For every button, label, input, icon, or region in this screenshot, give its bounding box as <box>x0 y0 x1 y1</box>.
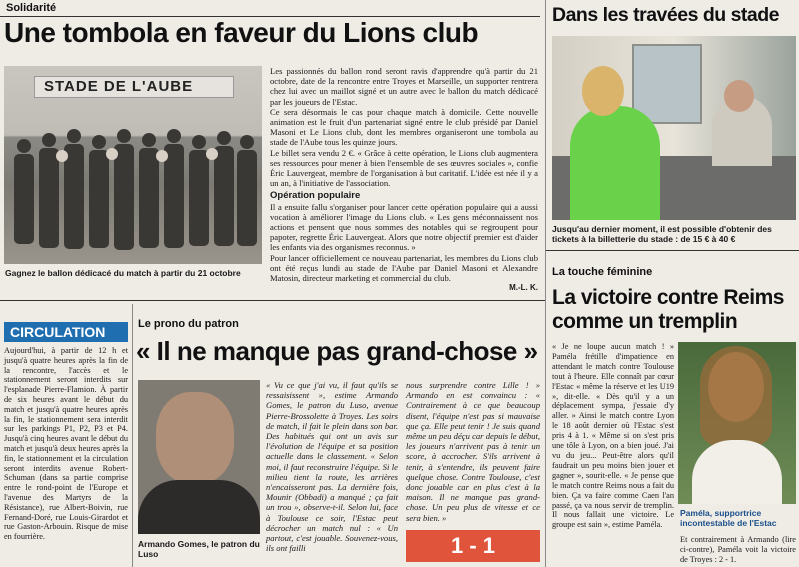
column-divider <box>545 0 546 567</box>
stadium-sign: STADE DE L'AUBE <box>44 78 194 95</box>
circulation-body: Aujourd'hui, à partir de 12 h et jusqu'à quatre heures après la fin de la rencontre, l'accès et le stationnement seront interdits sur l'esplanade Pierre-Flamion. À partir de six heures avant le début du match et jusqu'à quatre heures après la fin, le stationnement sera interdit sur les parkings P1, P2, P3 et P4. Jusqu'à cinq heures avant le début du match et jusqu'à deux heures après la fin, le stationnement et la circulation seront interdits avenue Robert-Schuman (dans sa partie comprise entre le rond-point de l'Europe et l'avenue des Martyrs de la Résistance), rue Albert-Boivin, rue Fernand-Doré, rue Louis-Girardot et rue Gaston-Arbouin. Risque de mise en fourrière. <box>4 346 128 542</box>
paragraph: Ce sera désormais le cas pour chaque match à domicile. Cette nouvelle animation est le fruit d'un partenariat signé entre le club présidé par Daniel Masoni et Le Lions club, dont les membres organiseront une tombola au stade de l'Aube tous les quinze jours. <box>270 106 538 148</box>
paragraph: Il a ensuite fallu s'organiser pour lancer cette opération populaire qui a aussi vocation à améliorer l'image du Lions club. « Les gens méconnaissent nos actions et pensent que nous sommes des notables qui se regroupent pour papoter, regrette Éric Lauvergeat. Alors que notre objectif premier est d'aider les enfants via des organismes reconnus. » <box>270 201 538 253</box>
headline-travees: Dans les travées du stade <box>552 4 780 26</box>
headline-reims: La victoire contre Reims comme un tremplin <box>552 286 784 333</box>
paragraph: Les passionnés du ballon rond seront ravis d'apprendre qu'à partir du 21 octobre, date de la rencontre entre Troyes et Marseille, un supporter rentrera chez lui avec un maillot signé et un autre avec le ballon du match dédicacé par les joueurs de l'Estac. <box>270 66 538 107</box>
prono-column-1: « Vu ce que j'ai vu, il faut qu'ils se ressaisissent », estime Armando Gomes, le patron du Luso, avenue Pierre-Brossolette à Troyes. Les soirs de match, il fait le plein dans son bar. Des habitués qui ont un avis sur l'évolution de l'équipe et sa position actuelle dans le classement. « Selon moi, il faut reconstruire l'équipe. Si le milieu tient la route, les arrières n'encaisseront pas. La dernière fois, Mounir (Obbadi) a manqué ; ça fait un trou », observe-t-il. Selon lui, face à Toulouse ce soir, l'Estac peut décrocher un match nul : « Un partout, c'est jouable. Souvenez-vous, ils ont failli <box>266 380 398 554</box>
paragraph: Pour lancer officiellement ce nouveau partenariat, les membres du Lions club ont été reçus lundi au stade de l'Aube par Daniel Masoni et Alexandre Matosin, directeur marketing et commercial du club. <box>270 252 538 284</box>
caption-pamela: Paméla, supportrice incontestable de l'Estac <box>680 508 777 528</box>
divider <box>546 250 799 251</box>
photo-billetterie <box>552 36 796 220</box>
photo-lions-club-group <box>4 66 262 264</box>
section-kicker-solidarite: Solidarité <box>6 2 57 14</box>
section-kicker-prono: Le prono du patron <box>138 318 239 330</box>
divider <box>0 300 545 301</box>
headline-prono: « Il ne manque pas grand-chose » <box>136 336 538 366</box>
feminine-body: « Je ne loupe aucun match ! » Paméla frétille d'impatience en attendant le match contre Toulouse tout à l'heure. Elle connaît par cœur l'Estac « même la réserve et les U19 », dit-elle. « Dès qu'il y a un déplacement sympa, j'essaie d'y aller. » Ainsi le match contre Lyon le 18 août dernier où l'Estac s'est pris 4 à 1. « Même si on s'est pris une tôle à Lyon, on a bien joué. J'ai vu du jeu... Peut-être alors qu'il faudrait un peu moins bien jouer et gagner », sourit-elle. « Je pense que le match contre Reims nous a fait du bien. Ça va faire comme Caen l'an passé, ça va nous servir de tremplin. Il nous fallait une victoire. Le groupe est sain », estime Paméla. <box>552 342 674 530</box>
group-silhouettes <box>4 106 262 264</box>
subhead-operation-populaire: Opération populaire <box>270 190 361 202</box>
headline-tombola: Une tombola en faveur du Lions club <box>4 17 479 48</box>
circulation-badge: CIRCULATION <box>4 322 128 342</box>
feminine-tail: Et contrairement à Armando (lire ci-contre), Paméla voit la victoire de Troyes : 2 - 1. <box>680 535 796 564</box>
section-kicker-feminine: La touche féminine <box>552 266 653 278</box>
photo-armando-gomes <box>138 380 260 534</box>
prono-column-2: nous surprendre contre Lille ! » Armando en est convaincu : « Contrairement à ce que beaucoup disent, l'équipe n'est pas si mauvaise que ça. Elle peut tenir ! Je suis quand même un peu déçu car depuis le début, les joueurs n'arrivent pas à tenir un score, à accrocher. S'ils arrivent à tenir, à s'entendre, ils peuvent faire quelque chose. Contre Toulouse, c'est donc jouable car en plus c'est à la maison. Il ne manque pas grand-chose. Un peu plus de vitesse et ce sera bien. » <box>406 380 540 523</box>
photo-pamela <box>678 342 796 504</box>
column-divider <box>132 304 133 567</box>
article-body-tombola <box>270 66 538 293</box>
caption-tickets: Jusqu'au dernier moment, il est possible d'obtenir des tickets à la billetterie du stade : de 15 € à 40 € <box>552 224 772 244</box>
paragraph: Le billet sera vendu 2 €. « Grâce à cette opération, le Lions club augmentera ses ressources pour mener à bien l'ensemble de ses œuvres sociales », confie Éric Lauvergeat, membre de l'organisation à but caritatif. L'idée est née il y a un an, à l'initiative de l'association. <box>270 147 538 189</box>
score-prediction: 1 - 1 <box>406 530 540 562</box>
author-signature: M.-L. K. <box>509 283 538 293</box>
caption-armando: Armando Gomes, le patron du Luso <box>138 539 260 559</box>
caption-ballon: Gagnez le ballon dédicacé du match à partir du 21 octobre <box>5 268 241 278</box>
